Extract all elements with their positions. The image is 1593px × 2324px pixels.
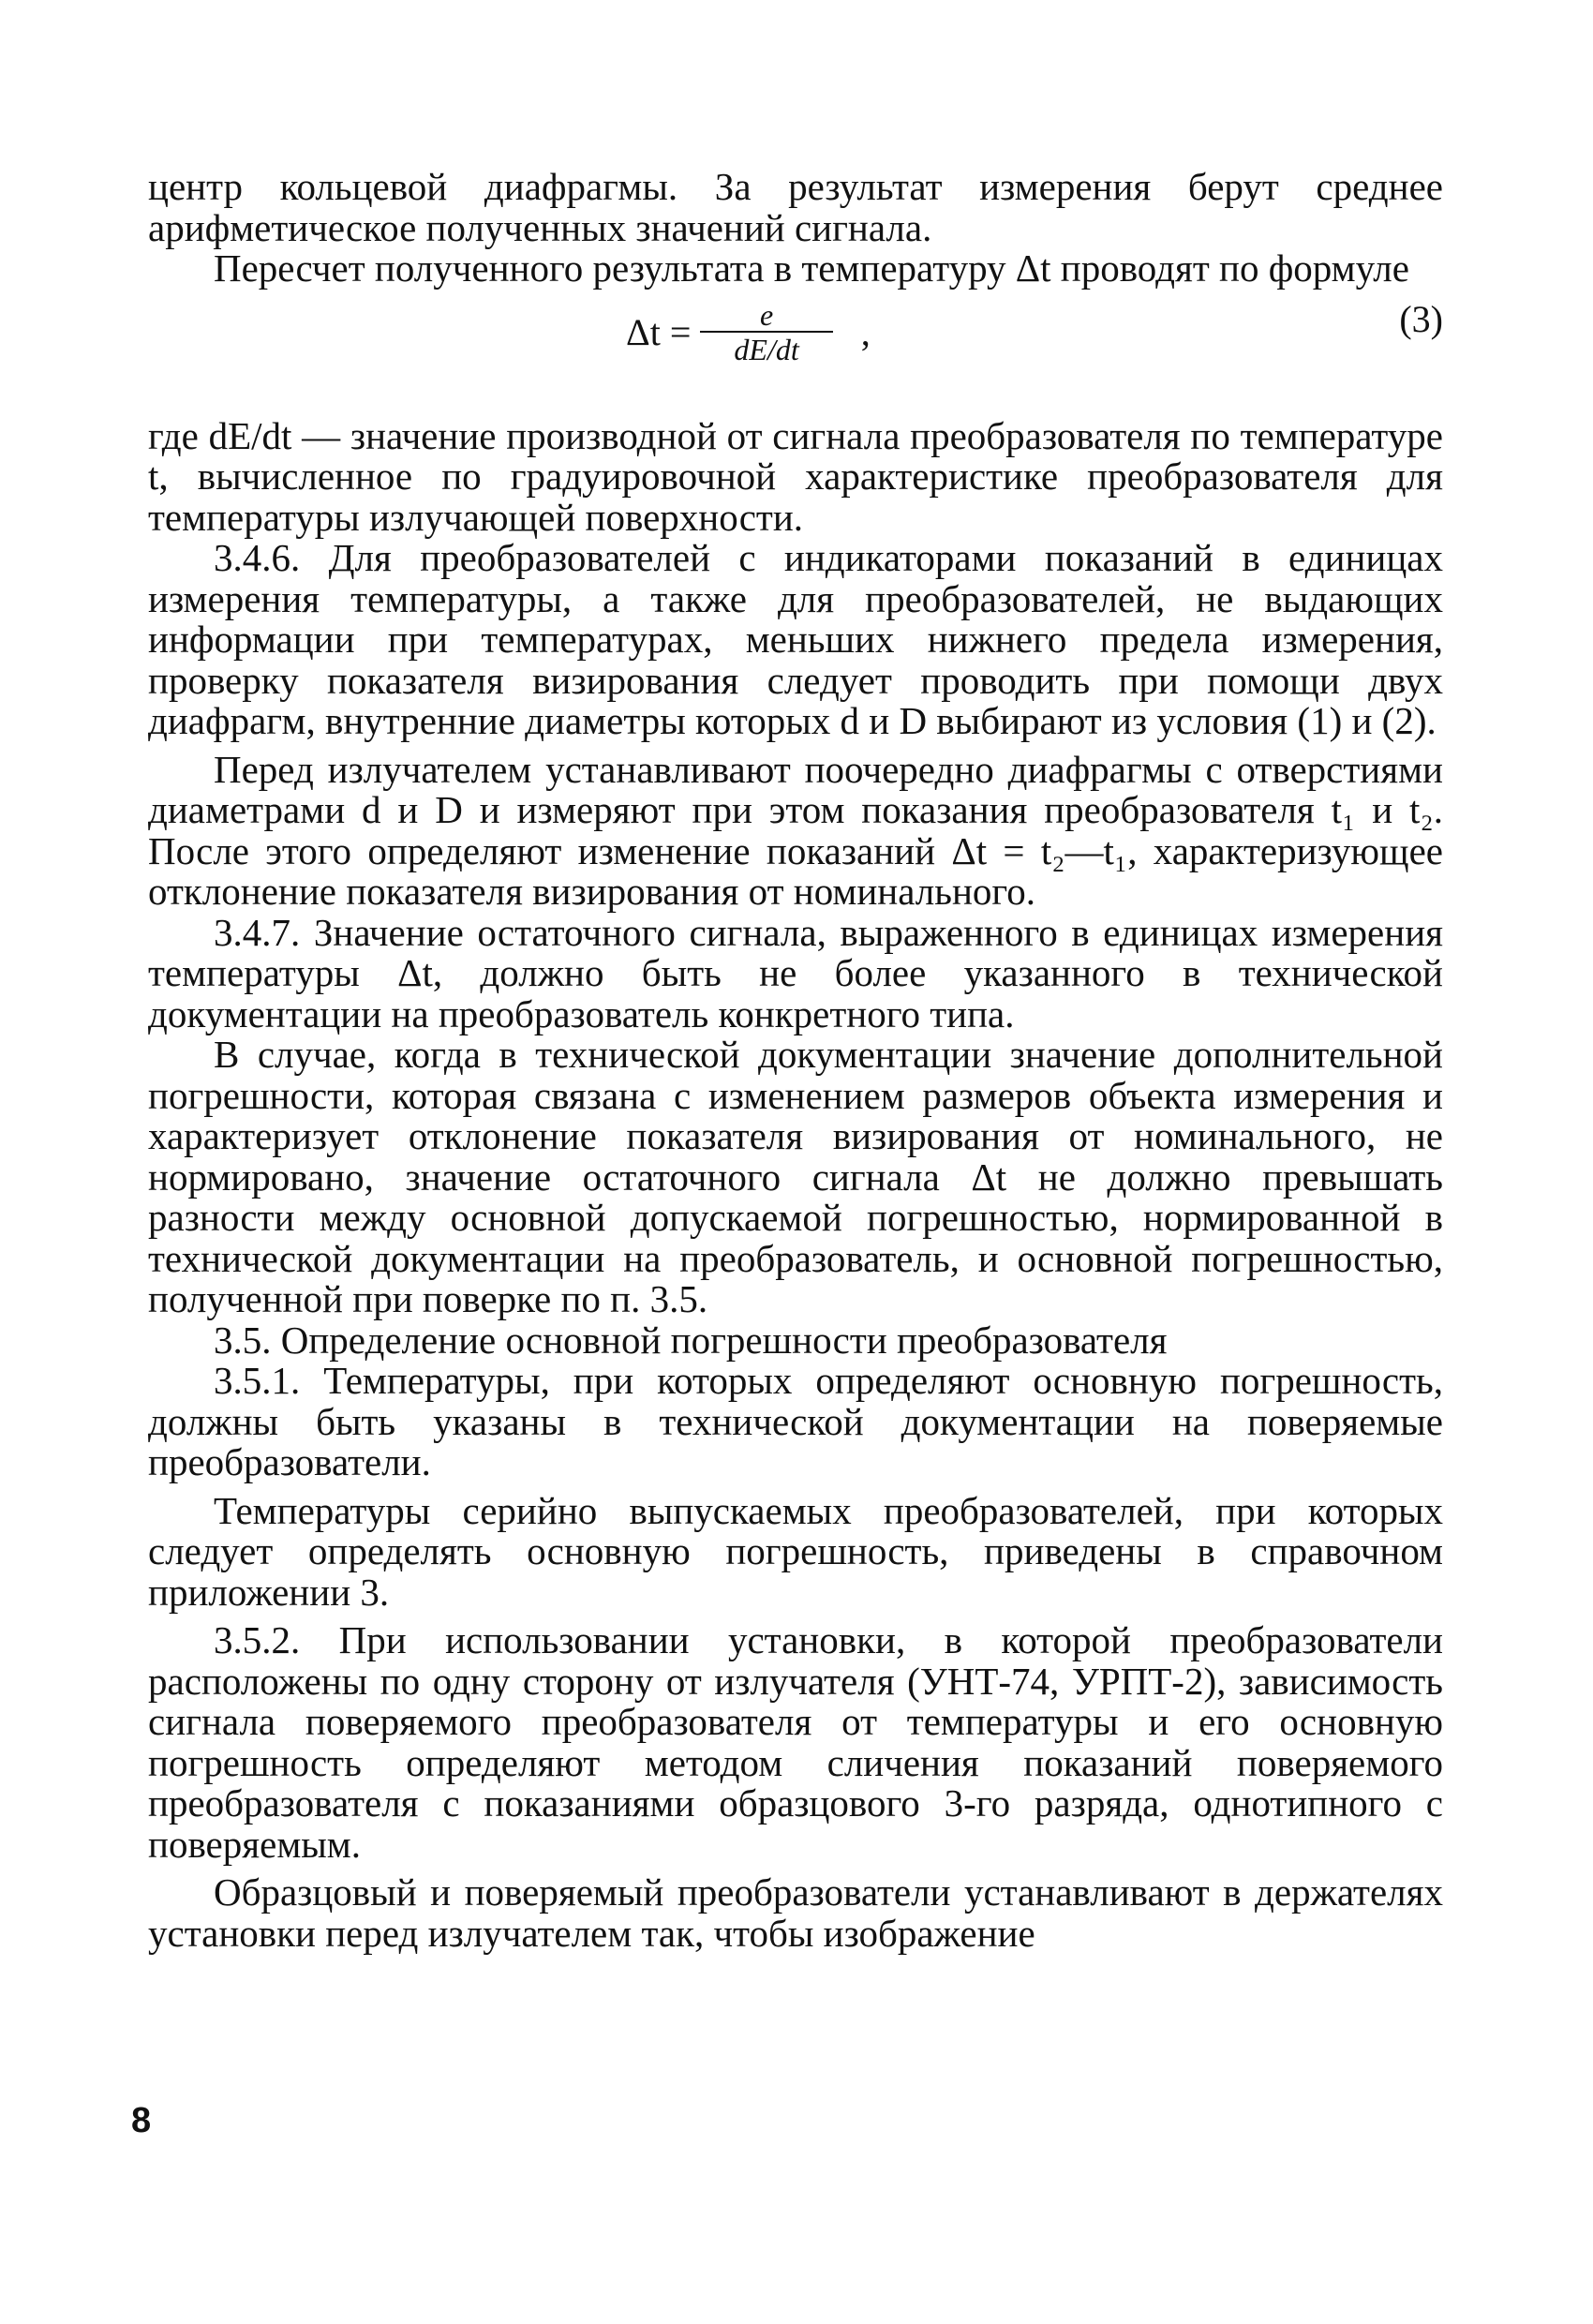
paragraph: 3.4.6. Для преобразователей с индикаторами показаний в единицах измерения температуры, а также для преобразователей, не выдающих информации при температурах, меньших нижнего предела измерения, проверку показателя визирования следует проводить при помощи двух диафрагм, внутренние диаметры которых d и D выбирают из условия (1) и (2).	[148, 536, 1443, 742]
equation-number: (3)	[1399, 297, 1443, 340]
formula-expression	[626, 299, 871, 366]
formula-3	[148, 290, 1443, 416]
paragraph: где dE/dt — значение производной от сигнала преобразователя по температуре t, вычисленное по градуировочной характеристике преобразователя для температуры излучающей поверхности.	[148, 413, 1443, 539]
paragraph: 3.5.2. При использовании установки, в которой преобразователи расположены по одну сторону от излучателя (УНТ-74, УРПТ-2), зависимость сигнала поверяемого преобразователя от температуры и его основную погрешность определяют методом сличения показаний поверяемого преобразователя с показаниями образцового 3-го разряда, однотипного с поверяемым.	[148, 1618, 1443, 1866]
paragraph: центр кольцевой диафрагмы. За результат измерения берут среднее арифметическое полученных значений сигнала.	[148, 165, 1443, 249]
paragraph: Температуры серийно выпускаемых преобразователей, при которых следует определять основную погрешность, приведены в справочном приложении 3.	[148, 1488, 1443, 1614]
document-page	[148, 167, 1443, 1954]
formula-lhs: Δt =	[626, 310, 692, 353]
formula-fraction	[700, 299, 832, 366]
paragraph: В случае, когда в технической документации значение дополнительной погрешности, которая связана с изменением размеров объекта измерения и характеризует отклонение показателя визирования от номинального, не нормировано, значение остаточного сигнала Δt не должно превышать разности между основной допускаемой погрешностью, нормированной в технической документации на преобразователь, и основной погрешностью, полученной при поверке по п. 3.5.	[148, 1033, 1443, 1320]
page-number: 8	[131, 2101, 152, 2140]
formula-comma: ,	[860, 310, 871, 353]
paragraph: Образцовый и поверяемый преобразователи устанавливают в держателях установки перед излучателем так, чтобы изображение	[148, 1870, 1443, 1955]
paragraph: Перед излучателем устанавливают поочередно диафрагмы с отверстиями диаметрами d и D и измеряют при этом показания преобразователя t₁ и t₂. После этого определяют изменение показаний Δt = t₂—t₁, характеризующее отклонение показателя визирования от номинального.	[148, 747, 1443, 913]
paragraph: 3.4.7. Значение остаточного сигнала, выраженного в единицах измерения температуры Δt, должно быть не более указанного в технической документации на преобразователь конкретного типа.	[148, 910, 1443, 1035]
paragraph: 3.5.1. Температуры, при которых определяют основную погрешность, должны быть указаны в технической документации на поверяемые преобразователи.	[148, 1359, 1443, 1483]
formula-denominator: dE/dt	[700, 331, 832, 366]
section-heading: 3.5. Определение основной погрешности преобразователя	[214, 1318, 1168, 1362]
paragraph: Пересчет полученного результата в температуру Δt проводят по формуле	[214, 246, 1409, 290]
formula-numerator: e	[759, 297, 774, 332]
